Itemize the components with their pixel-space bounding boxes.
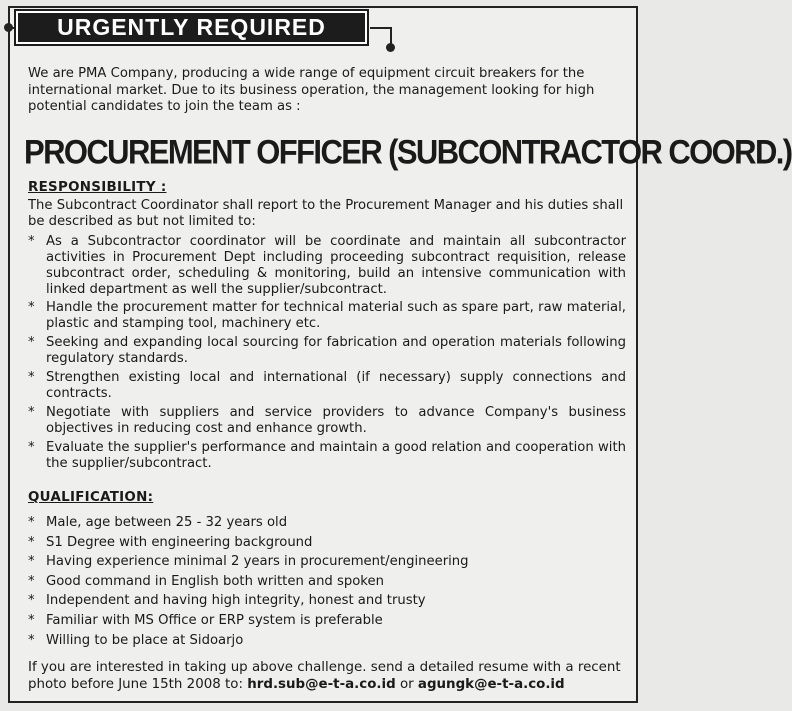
header-dot-left (4, 23, 13, 32)
list-item: * Independent and having high integrity, honest and trusty (28, 593, 426, 609)
header-banner (16, 11, 367, 44)
bullet-icon: * (28, 300, 35, 315)
bullet-icon: * (28, 593, 35, 609)
list-item: * Evaluate the supplier's performance and maintain a good relation and cooperation with the supplier/subcontract. (28, 440, 626, 471)
closing-paragraph (28, 660, 628, 693)
email-link-hrd[interactable]: hrd.sub@e-t-a.co.id (247, 676, 396, 692)
list-item: * Familiar with MS Office or ERP system is preferable (28, 612, 383, 628)
bullet-icon: * (28, 573, 35, 589)
list-item: * Strengthen existing local and international (if necessary) supply connections and contracts. (28, 370, 626, 401)
bullet-icon: * (28, 612, 35, 628)
bullet-icon: * (28, 370, 35, 385)
closing-text: If you are interested in taking up above challenge. send a detailed resume with a recent photo before June 15th 2008 to: (28, 660, 621, 692)
list-item: * As a Subcontractor coordinator will be coordinate and maintain all subcontractor activities in Procurement Dept including proceeding subcontract requisition, release subcontract order, scheduling & monitoring, build an intensive communication with linked department as well the supplier/subcontract. (28, 234, 626, 297)
list-item: * Willing to be place at Sidoarjo (28, 632, 244, 648)
qualification-list (28, 515, 626, 652)
header-line-right-h (370, 27, 392, 29)
responsibility-heading: RESPONSIBILITY : (28, 180, 167, 195)
list-item: * Having experience minimal 2 years in procurement/engineering (28, 554, 469, 570)
list-item: * Negotiate with suppliers and service providers to advance Company's business objectives in reducing cost and enhance growth. (28, 405, 626, 436)
email-link-agungk[interactable]: agungk@e-t-a.co.id (417, 676, 565, 692)
responsibility-intro: The Subcontract Coordinator shall report to the Procurement Manager and his duties shall be described as but not limited to: (28, 198, 624, 229)
bullet-icon: * (28, 515, 35, 530)
bullet-icon: * (28, 632, 35, 648)
bullet-icon: * (28, 405, 35, 420)
header-dot-right (386, 43, 395, 52)
intro-paragraph: We are PMA Company, producing a wide range of equipment circuit breakers for the international market. Due to its business operation, the management looking for high potential candidates to join the team as : (28, 66, 595, 114)
list-item: * Seeking and expanding local sourcing for fabrication and operation materials following regulatory standards. (28, 335, 626, 366)
responsibility-list (28, 234, 626, 475)
bullet-icon: * (28, 440, 35, 455)
position-title: PROCUREMENT OFFICER (SUBCONTRACTOR COORD.) (24, 132, 792, 172)
closing-connector: or (399, 676, 414, 692)
header-title: URGENTLY REQUIRED (57, 14, 326, 40)
list-item: * Good command in English both written and spoken (28, 573, 384, 589)
list-item: * Handle the procurement matter for technical material such as spare part, raw material, plastic and stamping tool, machinery etc. (28, 300, 626, 331)
list-item: * S1 Degree with engineering background (28, 534, 313, 550)
bullet-icon: * (28, 335, 35, 350)
bullet-icon: * (28, 534, 35, 550)
list-item: * Male, age between 25 - 32 years old (28, 515, 288, 530)
bullet-icon: * (28, 234, 35, 249)
bullet-icon: * (28, 554, 35, 570)
qualification-heading: QUALIFICATION: (28, 490, 154, 505)
